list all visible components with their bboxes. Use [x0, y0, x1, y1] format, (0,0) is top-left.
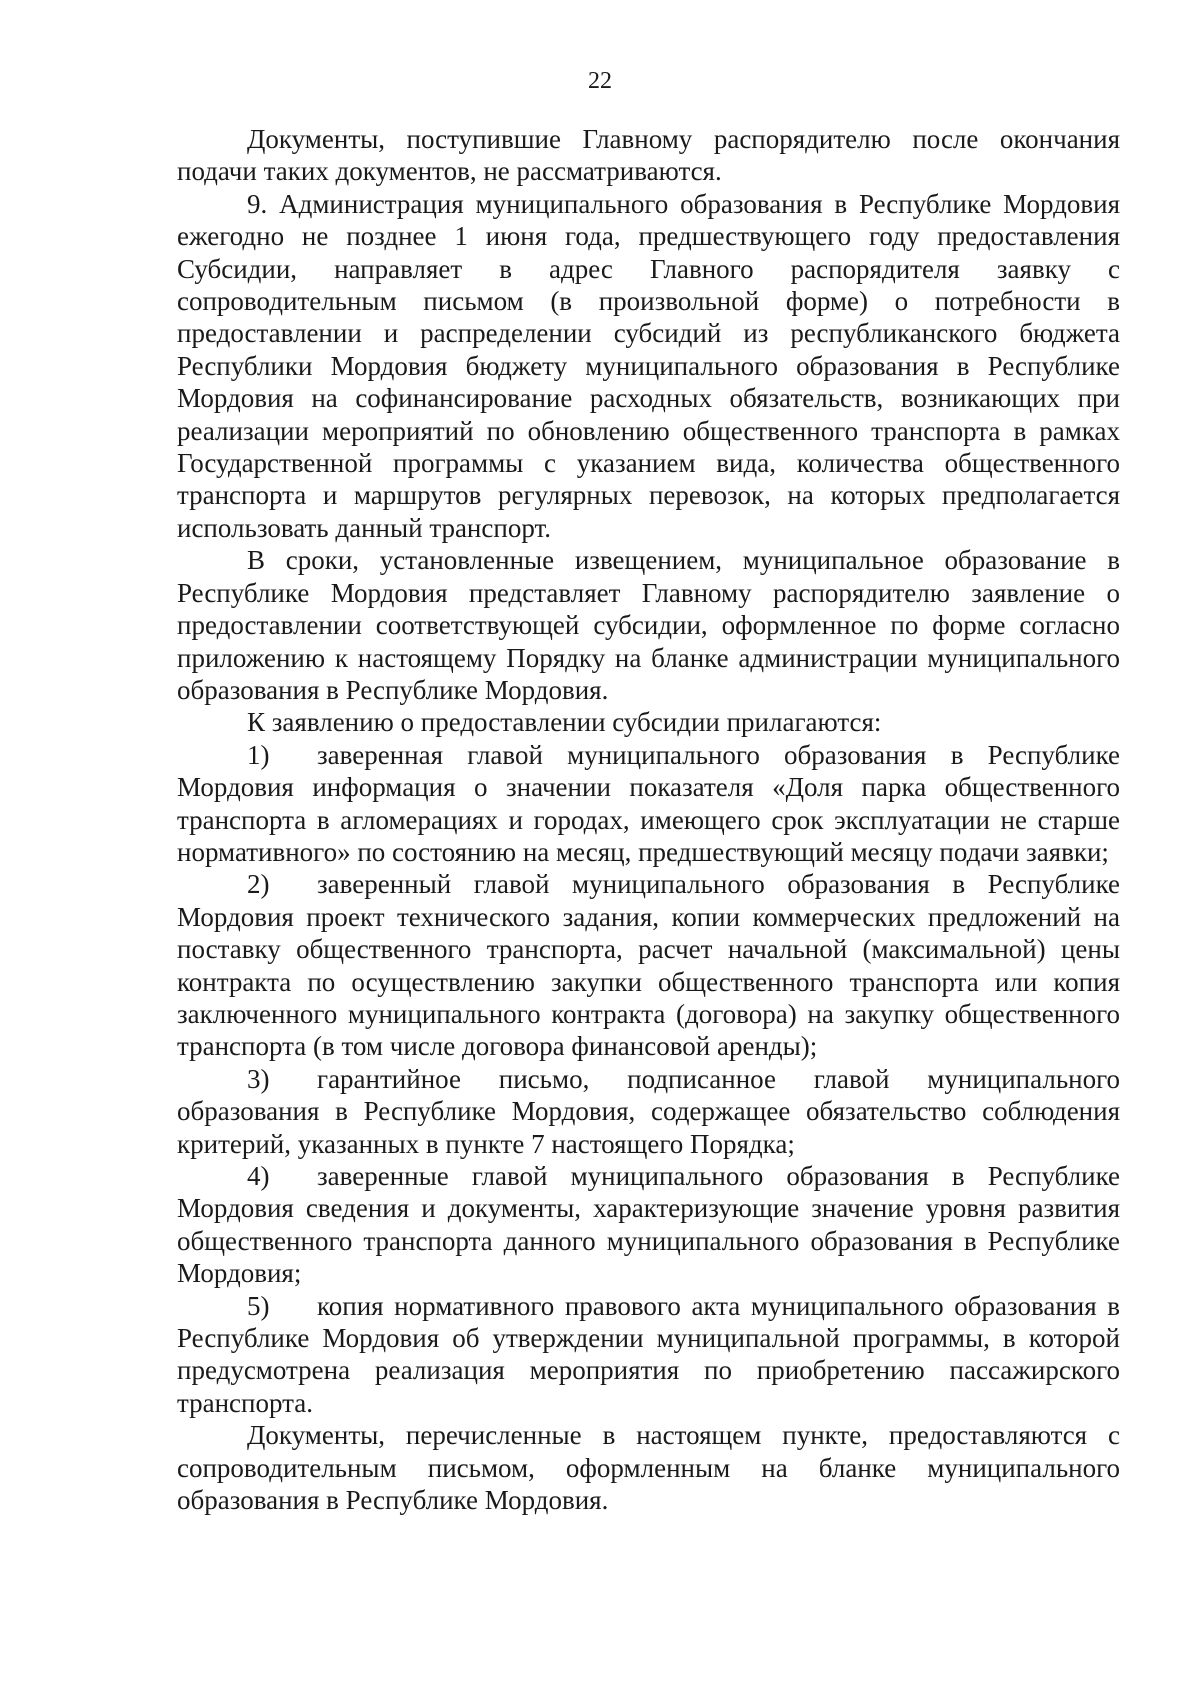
paragraph-text: Документы, перечисленные в настоящем пункте, предоставляются с сопроводительным письмом, оформленным на бланке муниципального образования в Республике Мордовия.	[177, 1420, 1120, 1516]
page-number: 22	[588, 68, 612, 94]
list-item-5	[177, 1290, 1120, 1420]
list-item-1	[177, 739, 1120, 869]
list-item-text: заверенная главой муниципального образования в Республике Мордовия информация о значении показателя «Доля парка общественного транспорта в агломерациях и городах, имеющего срок эксплуатации не старше нормативного» по состоянию на месяц, предшествующий месяцу подачи заявки;	[177, 739, 1120, 867]
list-item-4	[177, 1160, 1120, 1290]
list-item-text: копия нормативного правового акта муниципального образования в Республике Мордовия об утверждении муниципальной программы, в которой предусмотрена реализация мероприятия по приобретению пассажирского транспорта.	[177, 1290, 1120, 1418]
list-item-number: 4)	[247, 1161, 270, 1191]
paragraph-deadlines	[177, 544, 1120, 706]
document-body	[177, 123, 1120, 1516]
paragraph-attachments-intro	[177, 706, 1120, 738]
list-item-text: заверенные главой муниципального образования в Республике Мордовия сведения и документы, характеризующие значение уровня развития общественного транспорта данного муниципального образования в Республике Мордовия;	[177, 1161, 1120, 1289]
paragraph-text: В сроки, установленные извещением, муниципальное образование в Республике Мордовия представляет Главному распорядителю заявление о предоставлении соответствующей субсидии, оформленное по форме согласно приложению к настоящему Порядку на бланке администрации муниципального образования в Республике Мордовия.	[177, 545, 1120, 705]
list-item-2	[177, 868, 1120, 1062]
list-item-text: гарантийное письмо, подписанное главой муниципального образования в Республике Мордовия, содержащее обязательство соблюдения критерий, указанных в пункте 7 настоящего Порядка;	[177, 1063, 1120, 1159]
list-item-number: 2)	[247, 869, 270, 900]
paragraph-text: К заявлению о предоставлении субсидии прилагаются:	[247, 707, 882, 738]
paragraph-text: Документы, поступившие Главному распорядителю после окончания подачи таких документов, не рассматриваются.	[177, 124, 1120, 187]
paragraph-documents-late	[177, 123, 1120, 188]
list-item-3	[177, 1063, 1120, 1160]
list-item-number: 5)	[247, 1290, 270, 1321]
list-item-number: 3)	[247, 1063, 270, 1094]
list-item-text: заверенный главой муниципального образования в Республике Мордовия проект технического задания, копии коммерческих предложений на поставку общественного транспорта, расчет начальной (максимальной) цены контракта по осуществлению закупки общественного транспорта или копия заключенного муниципального контракта (договора) на закупку общественного транспорта (в том числе договора финансовой аренды);	[177, 869, 1120, 1062]
paragraph-closing	[177, 1419, 1120, 1516]
paragraph-clause-9	[177, 188, 1120, 544]
list-item-number: 1)	[247, 739, 270, 770]
paragraph-text: 9. Администрация муниципального образования в Республике Мордовия ежегодно не позднее 1 июня года, предшествующего году предоставления Субсидии, направляет в адрес Главного распорядителя заявку с сопроводительным письмом (в произвольной форме) о потребности в предоставлении и распределении субсидий из республиканского бюджета Республики Мордовия бюджету муниципального образования в Республике Мордовия на софинансирование расходных обязательств, возникающих при реализации мероприятий по обновлению общественного транспорта в рамках Государственной программы с указанием вида, количества общественного транспорта и маршрутов регулярных перевозок, на которых предполагается использовать данный транспорт.	[177, 188, 1120, 543]
